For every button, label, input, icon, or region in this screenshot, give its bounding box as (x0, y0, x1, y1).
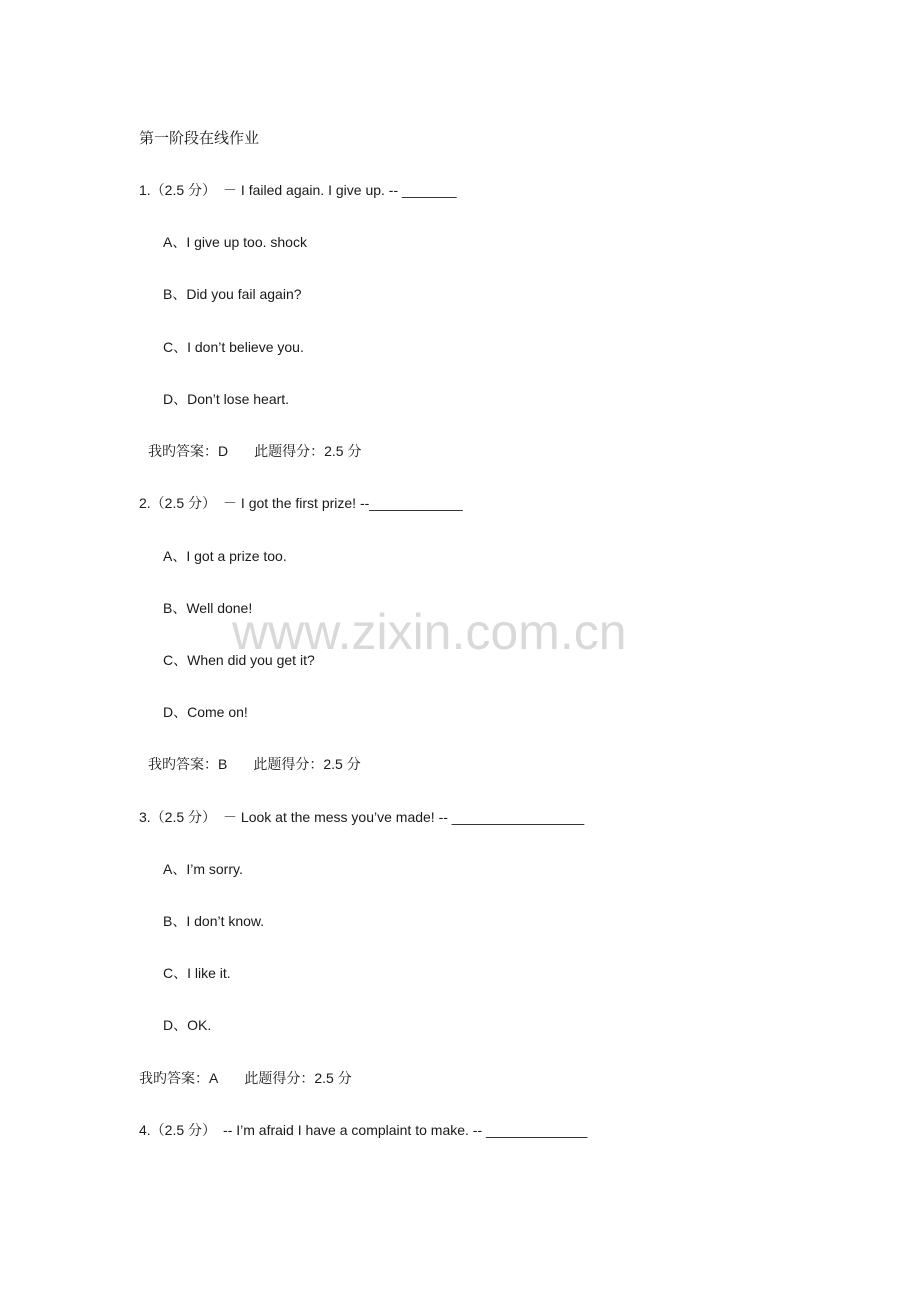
question-3-option-b: B、I don’t know. (163, 913, 265, 929)
my-answer: 我旳答案：D (148, 443, 229, 459)
question-score: 此题得分：2.5 分 (254, 443, 362, 459)
question-1-stem: 1.（2.5 分） － I failed again. I give up. -- _______ (139, 182, 457, 198)
question-score: 此题得分：2.5 分 (244, 1070, 352, 1086)
question-2-option-c: C、When did you get it? (163, 652, 315, 668)
my-answer: 我旳答案：B (148, 756, 228, 772)
question-3-option-c: C、I like it. (163, 965, 231, 981)
question-2-stem: 2.（2.5 分） － I got the first prize! --____________ (139, 495, 463, 511)
page-title: 第一阶段在线作业 (139, 129, 260, 147)
question-3-option-a: A、I’m sorry. (163, 861, 243, 877)
my-answer: 我旳答案：A (139, 1070, 219, 1086)
question-2-option-d: D、Come on! (163, 704, 248, 720)
question-2-result (148, 755, 361, 773)
question-2-option-a: A、I got a prize too. (163, 548, 287, 564)
question-1-option-a: A、I give up too. shock (163, 234, 307, 250)
question-3-stem: 3.（2.5 分） － Look at the mess you’ve made! -- _________________ (139, 809, 585, 825)
question-2-option-b: B、Well done! (163, 600, 253, 616)
question-4-stem: 4.（2.5 分） -- I’m afraid I have a complaint to make. -- _____________ (139, 1122, 588, 1138)
watermark-text: www.zixin.com.cn (232, 604, 627, 660)
question-3-result (139, 1069, 352, 1087)
question-1-option-c: C、I don’t believe you. (163, 339, 304, 355)
question-1-option-b: B、Did you fail again? (163, 286, 302, 302)
question-3-option-d: D、OK. (163, 1017, 212, 1033)
question-1-result (148, 442, 361, 460)
question-score: 此题得分：2.5 分 (253, 756, 361, 772)
question-1-option-d: D、Don’t lose heart. (163, 391, 290, 407)
